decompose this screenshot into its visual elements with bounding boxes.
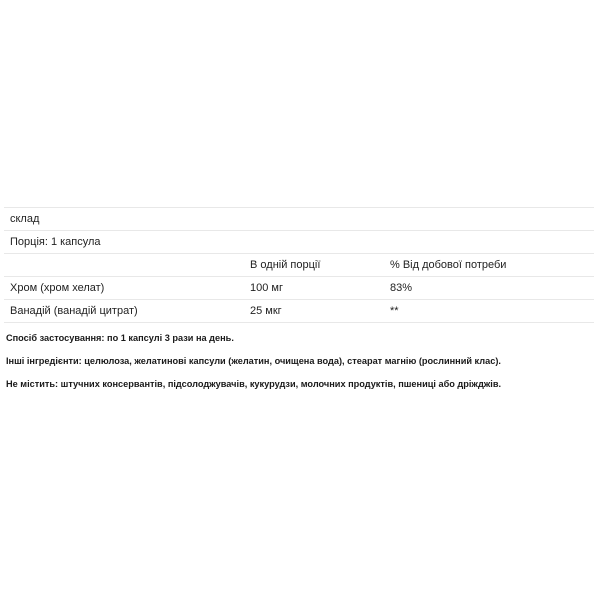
header-daily-value: % Від добової потреби <box>384 254 594 277</box>
usage-note: Спосіб застосування: по 1 капсулі 3 рази на день. <box>6 333 234 343</box>
ingredient-amount: 100 мг <box>244 277 384 300</box>
table-header-row <box>4 254 594 277</box>
free-from-note: Не містить: штучних консервантів, підсолоджувачів, кукурудзи, молочних продуктів, пшениці або дріжджів. <box>6 379 502 389</box>
ingredient-name: Хром (хром хелат) <box>4 277 244 300</box>
ingredient-daily-value: 83% <box>384 277 594 300</box>
product-notes <box>6 333 596 402</box>
table-title: склад <box>4 208 594 231</box>
serving-size-row <box>4 231 594 254</box>
other-ingredients-note: Інші інгредієнти: целюлоза, желатинові капсули (желатин, очищена вода), стеарат магнію (рослинний клас). <box>6 356 501 366</box>
header-per-serving: В одній порції <box>244 254 384 277</box>
header-name <box>4 254 244 277</box>
supplement-facts-table <box>4 207 594 323</box>
ingredient-name: Ванадій (ванадій цитрат) <box>4 300 244 323</box>
ingredient-daily-value: ** <box>384 300 594 323</box>
serving-size: Порція: 1 капсула <box>4 231 594 254</box>
table-row <box>4 300 594 323</box>
table-title-row <box>4 208 594 231</box>
ingredient-amount: 25 мкг <box>244 300 384 323</box>
table-row <box>4 277 594 300</box>
